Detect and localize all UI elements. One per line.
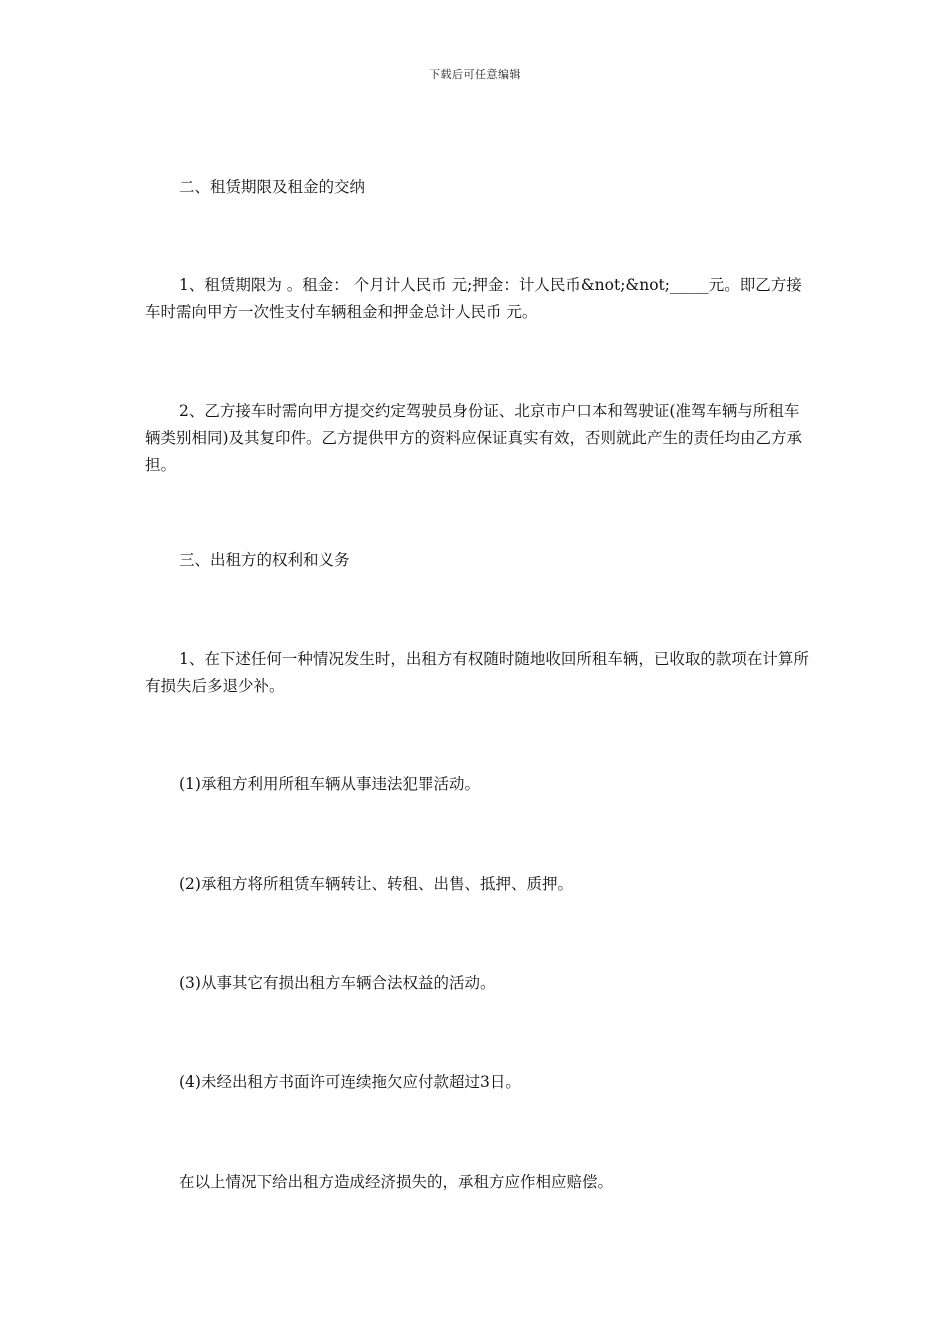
section-3-paragraph-1: 1、在下述任何一种情况发生时，出租方有权随时随地收回所租车辆，已收取的款项在计算所有损失后多退少补。 [145,650,809,695]
header-note: 下载后可任意编辑 [429,68,521,81]
list-item-2: (2)承租方将所租赁车辆转让、转租、出售、抵押、质押。 [179,875,573,893]
section-2-paragraph-2: 2、乙方接车时需向甲方提交约定驾驶员身份证、北京市户口本和驾驶证(准驾车辆与所租车辆类别相同)及其复印件。乙方提供甲方的资料应保证真实有效，否则就此产生的责任均由乙方承担。 [145,402,803,474]
section-3-heading: 三、出租方的权利和义务 [179,551,350,569]
section-2-heading: 二、租赁期限及租金的交纳 [179,178,366,196]
list-item-1: (1)承租方利用所租车辆从事违法犯罪活动。 [179,775,480,793]
list-item-4: (4)未经出租方书面许可连续拖欠应付款超过3日。 [179,1073,521,1091]
closing-paragraph: 在以上情况下给出租方造成经济损失的，承租方应作相应赔偿。 [179,1173,614,1191]
list-item-3: (3)从事其它有损出租方车辆合法权益的活动。 [179,974,496,992]
section-2-paragraph-1: 1、租赁期限为 。租金： 个月计人民币 元;押金：计人民币&not;&not;_____元。即乙方接车时需向甲方一次性支付车辆租金和押金总计人民币 元。 [145,276,802,321]
